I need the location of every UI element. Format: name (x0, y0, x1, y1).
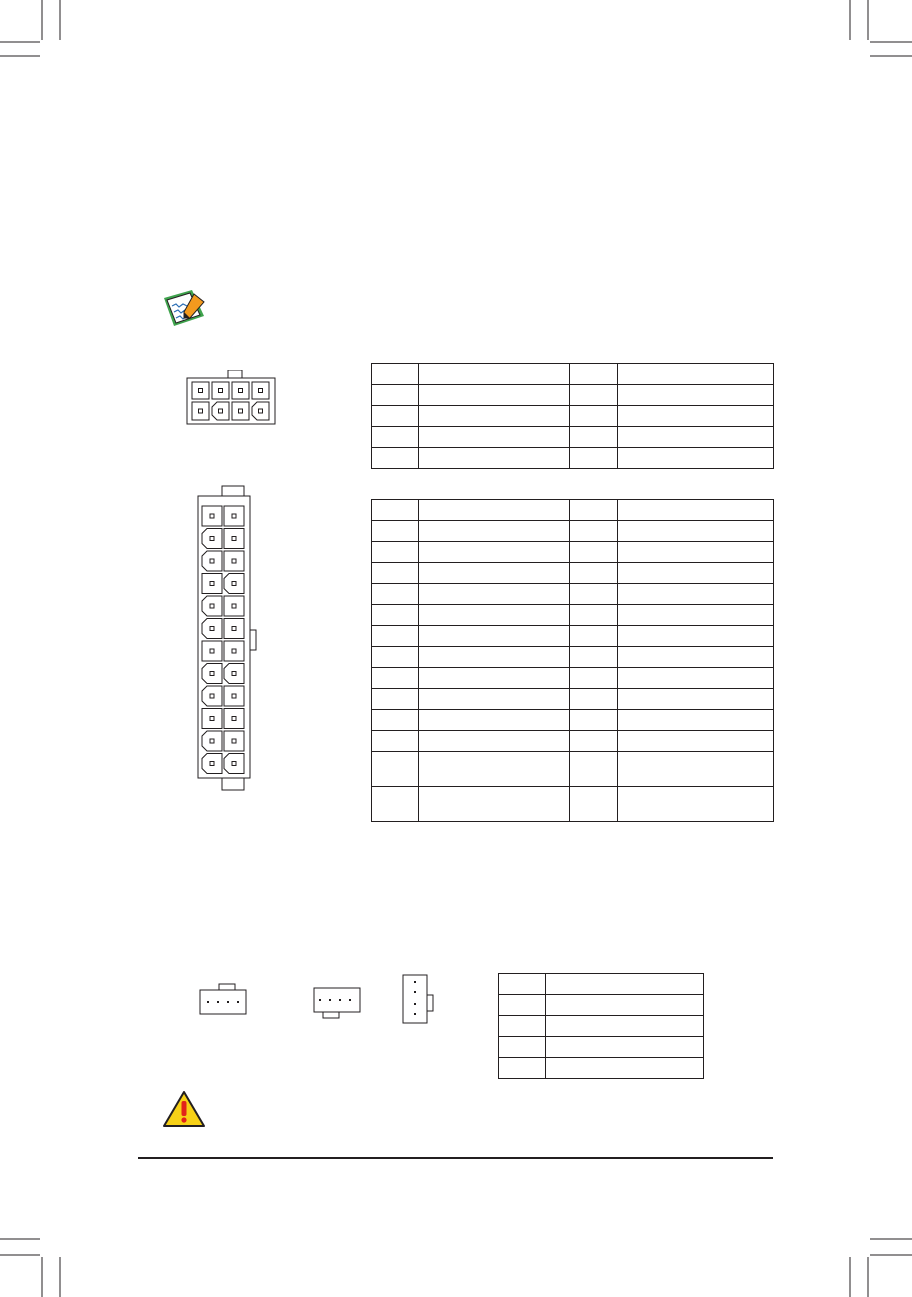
table-cell (499, 1058, 546, 1079)
table-cell (419, 427, 570, 448)
pin-hole (210, 537, 214, 541)
table-cell (570, 563, 617, 584)
table-cell (499, 1037, 546, 1058)
table-cell (570, 647, 617, 668)
table-cell (372, 752, 419, 787)
atx-12v-connector-diagram (186, 370, 278, 426)
table-cell (372, 542, 419, 563)
table-row (372, 787, 774, 822)
table-row (372, 752, 774, 787)
fan-header-diagram-2 (311, 986, 363, 1022)
table-cell (617, 448, 773, 469)
warning-triangle-icon (162, 1090, 206, 1128)
table-row (499, 1058, 704, 1079)
table-cell (372, 385, 419, 406)
table-cell (617, 787, 773, 822)
table-cell (570, 406, 617, 427)
note-pencil-icon (160, 288, 210, 330)
table-cell (372, 364, 419, 385)
table-row (372, 364, 774, 385)
table-cell (372, 689, 419, 710)
pin-hole (232, 627, 236, 631)
table-cell (570, 626, 617, 647)
table-cell (570, 448, 617, 469)
table-cell (546, 1037, 704, 1058)
table-cell (546, 974, 704, 995)
pin-hole (232, 739, 236, 743)
table-row (372, 385, 774, 406)
table-cell (372, 448, 419, 469)
table-cell (419, 626, 570, 647)
pin-hole (239, 409, 243, 413)
table-cell (570, 364, 617, 385)
table-cell (372, 427, 419, 448)
table-cell (419, 731, 570, 752)
table-row (499, 995, 704, 1016)
table-cell (570, 584, 617, 605)
pin-hole (232, 559, 236, 563)
table-cell (617, 605, 773, 626)
table-cell (617, 668, 773, 689)
table-cell (546, 1058, 704, 1079)
table-cell (372, 647, 419, 668)
table-row (372, 427, 774, 448)
table-cell (617, 500, 773, 521)
table-cell (570, 787, 617, 822)
table-cell (372, 626, 419, 647)
table-row (499, 1037, 704, 1058)
fan-header-diagram-3 (400, 973, 436, 1025)
table-cell (570, 427, 617, 448)
table-row (372, 448, 774, 469)
table-row (499, 1016, 704, 1037)
table-cell (419, 521, 570, 542)
table-cell (617, 406, 773, 427)
table-cell (499, 995, 546, 1016)
pin-hole (219, 389, 223, 393)
table-row (499, 974, 704, 995)
table-row (372, 710, 774, 731)
atx-main-pin-table (371, 499, 774, 822)
table-cell (419, 647, 570, 668)
table-row (372, 605, 774, 626)
pin-hole (199, 389, 203, 393)
table-cell (372, 787, 419, 822)
pin-hole (232, 537, 236, 541)
table-cell (419, 448, 570, 469)
pin-hole (210, 559, 214, 563)
pin-hole (232, 672, 236, 676)
pin-hole (232, 514, 236, 518)
table-cell (570, 385, 617, 406)
table-cell (617, 542, 773, 563)
table-cell (570, 710, 617, 731)
table-row (372, 668, 774, 689)
table-cell (617, 427, 773, 448)
table-cell (499, 974, 546, 995)
pin-hole (199, 409, 203, 413)
pin-hole (210, 717, 214, 721)
pin-hole (259, 409, 263, 413)
table-cell (419, 542, 570, 563)
table-cell (372, 521, 419, 542)
table-row (372, 626, 774, 647)
table-cell (372, 605, 419, 626)
pin-hole (232, 694, 236, 698)
table-cell (617, 731, 773, 752)
table-cell (419, 752, 570, 787)
pin-hole (239, 389, 243, 393)
table-cell (617, 584, 773, 605)
table-cell (617, 752, 773, 787)
table-row (372, 542, 774, 563)
table-cell (617, 626, 773, 647)
pin-hole (210, 627, 214, 631)
pin-hole (210, 694, 214, 698)
table-cell (372, 406, 419, 427)
atx-12v-pin-table (371, 363, 774, 469)
table-cell (617, 647, 773, 668)
table-cell (617, 385, 773, 406)
pin-hole (219, 409, 223, 413)
table-row (372, 584, 774, 605)
table-cell (570, 689, 617, 710)
fan-header-diagram-1 (197, 982, 249, 1018)
table-cell (617, 563, 773, 584)
table-cell (372, 710, 419, 731)
table-row (372, 731, 774, 752)
table-cell (419, 364, 570, 385)
pin-hole (259, 389, 263, 393)
table-cell (499, 1016, 546, 1037)
table-cell (617, 521, 773, 542)
table-row (372, 500, 774, 521)
table-row (372, 563, 774, 584)
atx-main-connector-diagram (194, 484, 266, 804)
table-cell (570, 521, 617, 542)
pin-hole (210, 739, 214, 743)
pin-hole (210, 672, 214, 676)
pin-hole (210, 604, 214, 608)
pin-hole (232, 582, 236, 586)
table-cell (419, 605, 570, 626)
pin-hole (210, 762, 214, 766)
table-row (372, 521, 774, 542)
table-cell (570, 752, 617, 787)
pin-hole (232, 649, 236, 653)
fan-pin-table (498, 973, 704, 1079)
table-cell (419, 584, 570, 605)
table-cell (419, 500, 570, 521)
table-cell (546, 995, 704, 1016)
table-cell (570, 731, 617, 752)
pin-hole (210, 582, 214, 586)
table-cell (570, 605, 617, 626)
table-cell (419, 406, 570, 427)
table-cell (419, 787, 570, 822)
table-cell (372, 500, 419, 521)
table-cell (419, 563, 570, 584)
pin-hole (232, 604, 236, 608)
pin-hole (210, 514, 214, 518)
table-cell (372, 731, 419, 752)
pin-hole (232, 717, 236, 721)
table-cell (372, 584, 419, 605)
table-row (372, 647, 774, 668)
table-cell (617, 689, 773, 710)
table-cell (419, 385, 570, 406)
pin-hole (232, 762, 236, 766)
table-cell (570, 542, 617, 563)
table-cell (419, 668, 570, 689)
table-cell (419, 689, 570, 710)
table-cell (372, 668, 419, 689)
table-cell (570, 500, 617, 521)
table-row (372, 406, 774, 427)
pin-hole (210, 649, 214, 653)
table-cell (419, 710, 570, 731)
table-row (372, 689, 774, 710)
table-cell (617, 710, 773, 731)
table-cell (617, 364, 773, 385)
table-cell (372, 563, 419, 584)
table-cell (546, 1016, 704, 1037)
table-cell (570, 668, 617, 689)
